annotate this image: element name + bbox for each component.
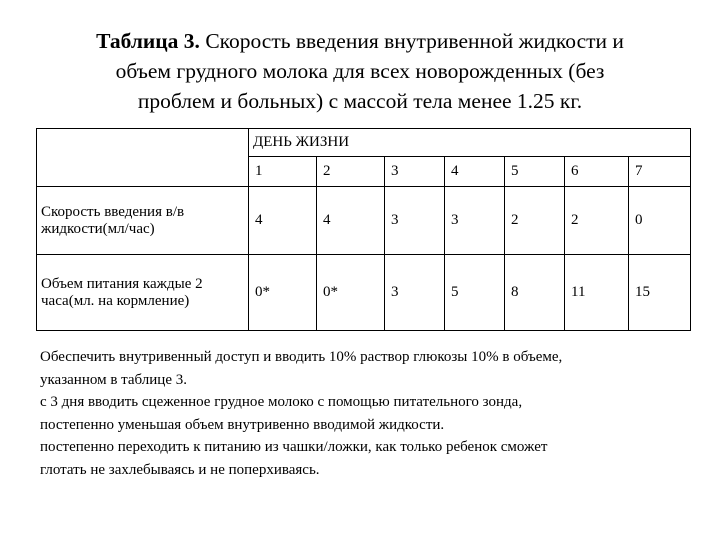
value-cell: 2 <box>565 187 629 255</box>
day-of-life-header: ДЕНЬ ЖИЗНИ <box>249 129 691 157</box>
title-line-1-rest: Скорость введения внутривенной жидкости и <box>205 29 624 53</box>
note-line: указанном в таблице 3. <box>40 371 187 388</box>
title-line-3: проблем и больных) с массой тела менее 1.25 кг. <box>137 89 583 113</box>
instructions-note <box>40 346 690 482</box>
day-cell: 1 <box>249 157 317 187</box>
note-line: глотать не захлебываясь и не поперхиваясь. <box>40 461 320 478</box>
title-line-2: объем грудного молока для всех новорожденных (без <box>115 59 605 83</box>
note-line: постепенно переходить к питанию из чашки/ложки, как только ребенок сможет <box>40 439 548 456</box>
value-cell: 11 <box>565 255 629 331</box>
note-line: постепенно уменьшая объем внутривенно вводимой жидкости. <box>40 416 445 433</box>
day-cell: 7 <box>629 157 691 187</box>
value-cell: 3 <box>385 255 445 331</box>
day-cell: 2 <box>317 157 385 187</box>
value-cell: 0* <box>249 255 317 331</box>
value-cell: 2 <box>505 187 565 255</box>
row-label-line: Объем питания каждые 2 <box>41 275 203 292</box>
row-label-line: часа(мл. на кормление) <box>41 292 190 309</box>
day-cell: 3 <box>385 157 445 187</box>
value-cell: 0* <box>317 255 385 331</box>
day-cell: 5 <box>505 157 565 187</box>
table-row <box>37 187 691 255</box>
note-line: с 3 дня вводить сцеженное грудное молоко с помощью питательного зонда, <box>40 394 523 411</box>
value-cell: 3 <box>385 187 445 255</box>
table-header-row <box>37 129 691 157</box>
row-label-line: Скорость введения в/в <box>41 203 185 220</box>
table-title <box>40 26 680 116</box>
table-row <box>37 255 691 331</box>
row-label-line: жидкости(мл/час) <box>41 220 155 237</box>
value-cell: 15 <box>629 255 691 331</box>
note-line: Обеспечить внутривенный доступ и вводить 10% раствор глюкозы 10% в объеме, <box>40 349 563 365</box>
value-cell: 8 <box>505 255 565 331</box>
day-cell: 4 <box>445 157 505 187</box>
day-cell: 6 <box>565 157 629 187</box>
row-label <box>37 255 249 331</box>
corner-cell <box>37 129 249 187</box>
fluid-volume-table <box>36 128 691 331</box>
value-cell: 5 <box>445 255 505 331</box>
value-cell: 4 <box>317 187 385 255</box>
value-cell: 0 <box>629 187 691 255</box>
title-lead: Таблица 3. <box>96 29 200 53</box>
title-line-1 <box>40 26 680 56</box>
value-cell: 4 <box>249 187 317 255</box>
value-cell: 3 <box>445 187 505 255</box>
row-label <box>37 187 249 255</box>
